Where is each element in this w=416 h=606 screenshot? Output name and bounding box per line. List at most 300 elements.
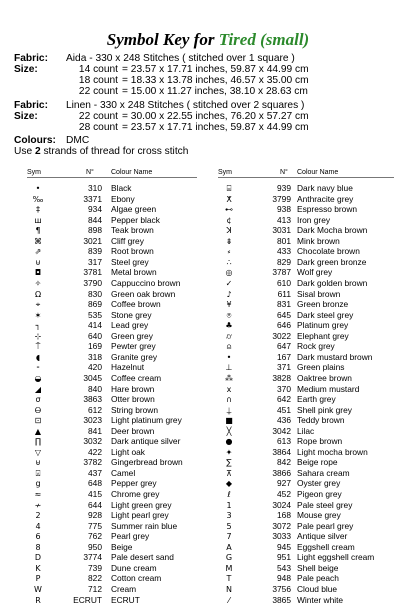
colour-name: Light green grey [111,499,172,510]
colour-symbol: ✧ [34,278,42,288]
aida-size-row [14,86,308,97]
dmc-number: 610 [277,277,291,288]
colour-name: Sisal brown [297,288,341,299]
colour-name: Green oak brown [111,288,176,299]
colour-symbol: ℓ [227,490,231,499]
colour-symbol: • [226,352,232,362]
dmc-number: 640 [88,330,102,341]
colour-symbol: ⌭ [226,331,232,341]
colour-symbol: ∑ [226,458,232,468]
colour-row [0,257,416,268]
size-count: 18 count [78,75,118,86]
colour-row [0,352,416,363]
colour-symbol: ⇟ [225,236,233,246]
dmc-number: 3781 [83,267,102,278]
dmc-number: 927 [277,478,291,489]
dmc-number: 3774 [83,552,102,563]
colour-name: Metal brown [111,267,157,278]
colour-row [0,267,416,278]
colour-name: Algae green [111,204,157,215]
colour-row [0,563,416,574]
colour-name: Anthracite grey [297,193,354,204]
colour-name: Green bronze [297,299,349,310]
dmc-number: 644 [88,499,102,510]
colour-row [0,320,416,331]
dmc-number: 167 [277,351,291,362]
colour-row [0,531,416,542]
dmc-number: 612 [88,404,102,415]
colour-name: Cappuccino brown [111,277,181,288]
colour-name: Light mocha brown [297,446,368,457]
colour-symbol: ꓘ [226,226,232,236]
dmc-number: 839 [88,246,102,257]
colour-symbol: D [34,553,42,563]
dmc-number: 420 [88,362,102,373]
colour-name: Hazelnut [111,362,145,373]
dmc-number: 3022 [272,330,291,341]
colour-row [0,215,416,226]
dmc-number: 3828 [272,372,291,383]
colour-name: Dune cream [111,562,157,573]
colour-symbol: ┐ [35,321,41,331]
dmc-number: 3045 [83,372,102,383]
colour-row [0,246,416,257]
dmc-number: 371 [277,362,291,373]
dmc-number: 370 [277,383,291,394]
colours-label: Colours: [14,135,56,146]
aida-size-row [14,64,309,75]
size-label: Size: [14,111,38,122]
dmc-number: 3787 [272,267,291,278]
colour-name: Dark Mocha brown [297,225,368,236]
colour-symbol: ⌖ [35,300,41,310]
colour-symbol: ⍊ [226,405,232,415]
colour-symbol: ⍓ [35,468,41,478]
colour-symbol: ‰ [32,194,44,204]
dmc-number: 840 [88,383,102,394]
colour-row [0,289,416,300]
colour-row [0,236,416,247]
colour-symbol: g [35,479,41,489]
colour-name: Shell pink grey [297,404,352,415]
colour-name: Pale desert sand [111,552,174,563]
colour-symbol: ✓ [225,278,233,288]
colour-name: Teak brown [111,225,154,236]
dmc-number: 945 [277,541,291,552]
colour-symbol: ⊡ [34,416,42,426]
colour-name: Elephant grey [297,330,349,341]
header-rule [27,177,197,178]
colour-name: Dark mustard brown [297,351,373,362]
dmc-number: 712 [88,583,102,594]
colour-symbol: 8 [35,542,41,552]
colour-symbol: • [35,184,41,193]
colour-symbol: x [226,384,232,394]
colour-name: Espresso brown [297,204,358,215]
colour-name: Antique silver [297,531,348,542]
size-count: 22 count [78,86,118,97]
colour-row [0,584,416,595]
colour-row [0,384,416,395]
linen-size-row [14,111,309,122]
dmc-number: 3072 [272,520,291,531]
dmc-number: 939 [277,183,291,193]
dmc-number: 3865 [272,594,291,605]
dmc-number: 762 [88,531,102,542]
size-dims: = 23.57 x 17.71 inches, 59.87 x 44.99 cm [122,64,309,75]
colour-name: Pale steel grey [297,499,353,510]
dmc-number: 422 [88,446,102,457]
dmc-number: 642 [277,394,291,404]
dmc-number: 437 [88,467,102,478]
colour-name: Lead grey [111,320,149,331]
title-design-name: Tired (small) [218,30,310,49]
dmc-number: 951 [277,552,291,563]
colour-symbol: ш [34,215,42,225]
colour-name: Camel [111,467,136,478]
dmc-number: 543 [277,562,291,573]
colour-name: Dark steel grey [297,309,354,320]
col-head-num: N° [280,169,288,176]
colour-symbol: ⸗ [227,247,231,257]
colour-symbol: ⁄ [228,595,230,605]
dmc-number: 934 [88,204,102,215]
colour-symbol: ⁂ [225,373,233,383]
colour-name: Pigeon grey [297,489,342,499]
fabric-value: Linen - 330 x 248 Stitches ( stitched over 2 squares ) [66,100,305,111]
colour-row [0,394,416,405]
col-head-sym: Sym [27,169,41,176]
dmc-number: 3032 [83,436,102,447]
col-head-num: N° [86,169,94,176]
colour-name: Summer rain blue [111,520,178,531]
colour-row [0,457,416,468]
colour-row [0,478,416,489]
colour-symbol: ⊼ [226,468,232,478]
header-rule [218,177,394,178]
linen-size-row [14,122,309,133]
colour-name: Ebony [111,193,135,204]
colour-symbol: ≁ [34,500,42,510]
colour-row [0,468,416,479]
colour-row [0,194,416,205]
colour-symbol: ✦ [225,447,233,457]
colour-name: Eggshell cream [297,541,355,552]
colour-name: Sahara cream [297,467,350,478]
dmc-number: 898 [88,225,102,236]
colour-name: Pewter grey [111,341,156,352]
colour-name: ECRUT [111,594,140,605]
dmc-number: 869 [88,299,102,310]
dmc-number: 3042 [272,425,291,436]
fabric-label: Fabric: [14,53,48,64]
colour-symbol: ⊷ [225,205,233,215]
dmc-number: 3021 [83,235,102,246]
dmc-number: 3799 [272,193,291,204]
colour-row [0,415,416,426]
colour-row [0,373,416,384]
colour-symbol: ◒ [34,373,42,383]
dmc-number: 3031 [272,225,291,236]
colour-name: Green plains [297,362,345,373]
dmc-number: 928 [88,510,102,521]
size-label: Size: [14,64,38,75]
dmc-number: 948 [277,573,291,584]
dmc-number: 169 [88,341,102,352]
colour-symbol: 7 [226,532,232,542]
col-head-name: Colour Name [111,169,153,176]
dmc-number: 739 [88,562,102,573]
colour-row [0,510,416,521]
dmc-number: 3864 [272,446,291,457]
strand-count: 2 [34,146,41,157]
dmc-number: 647 [277,341,291,352]
colour-name: Rope brown [297,436,343,447]
dmc-number: 415 [88,489,102,499]
colour-name: Beige [111,541,133,552]
colour-symbol: ◖ [35,352,41,362]
colour-symbol: ¶ [35,226,41,236]
size-dims: = 30.00 x 22.55 inches, 76.20 x 57.27 cm [122,111,309,122]
colour-name: Light pearl grey [111,510,169,521]
colour-symbol: ╳ [226,426,232,436]
colour-name: Platinum grey [297,320,349,331]
colour-row [0,341,416,352]
fabric-value: Aida - 330 x 248 Stitches ( stitched over 1 square ) [66,53,295,64]
colour-row [0,436,416,447]
colour-name: Beige rope [297,457,338,468]
colour-symbol: 5 [226,521,232,531]
col-head-sym: Sym [218,169,232,176]
dmc-number: 938 [277,204,291,215]
colour-name: Light platinum grey [111,415,182,426]
dmc-number: 3024 [272,499,291,510]
colour-symbol: ⍑ [35,342,41,352]
colour-name: Lilac [297,425,315,436]
dmc-number: 3866 [272,467,291,478]
colour-row [0,331,416,342]
colour-symbol: ⌘ [34,236,42,246]
colour-symbol: ⌸ [226,184,232,193]
strands-instruction: Use 2 strands of thread for cross stitch [14,146,189,157]
colour-name: Deer brown [111,425,155,436]
colour-name: Mink brown [297,235,340,246]
colour-row [0,299,416,310]
colour-symbol: T [226,574,232,584]
colour-symbol: R [35,595,41,605]
dmc-number: 611 [277,288,291,299]
dmc-number: 613 [277,436,291,447]
size-count: 22 count [78,111,118,122]
fabric-aida-line [14,53,295,64]
colour-symbol: 1 [226,500,232,510]
colour-symbol: ≈ [34,490,42,499]
colour-symbol: ▽ [34,447,42,457]
colour-symbol: ◘ [34,268,42,278]
colour-row [0,362,416,373]
colour-name: Green grey [111,330,153,341]
colour-symbol: ■ [225,416,233,426]
fabric-label: Fabric: [14,100,48,111]
colours-line [14,135,89,146]
dmc-number: 842 [277,457,291,468]
dmc-number: 451 [277,404,291,415]
colour-row [0,500,416,511]
colour-row [0,204,416,215]
colour-row [0,183,416,194]
aida-size-row [14,75,309,86]
colour-name: Otter brown [111,394,155,404]
colour-name: Pale peach [297,573,339,584]
colour-symbol: ♣ [225,321,233,331]
dmc-number: 648 [88,478,102,489]
colour-name: Medium mustard [297,383,360,394]
colour-name: Dark navy blue [297,183,353,193]
colour-symbol: ¢ [226,215,232,225]
colour-symbol: N [226,584,232,594]
colour-symbol: σ [35,395,41,404]
size-count: 28 count [78,122,118,133]
colour-name: Chocolate brown [297,246,360,257]
dmc-number: 3790 [83,277,102,288]
colour-name: Stone grey [111,309,152,320]
colour-name: Oaktree brown [297,372,352,383]
dmc-number: 831 [277,299,291,310]
colour-name: Light eggshell cream [297,552,375,563]
colour-symbol: ▲ [34,426,42,436]
colour-symbol: ♪ [226,289,232,299]
colour-symbol: K [35,563,41,573]
dmc-number: 452 [277,489,291,499]
colour-symbol: ∏ [34,437,42,447]
colour-name: Mouse grey [297,510,341,521]
dmc-number: 775 [88,520,102,531]
size-dims: = 23.57 x 17.71 inches, 59.87 x 44.99 cm [122,122,309,133]
colour-symbol: ⊥ [225,363,233,373]
colour-symbol: 2 [35,511,41,521]
colour-name: Black [111,183,132,193]
dmc-number: 413 [277,214,291,225]
dmc-number: 645 [277,309,291,320]
col-head-name: Colour Name [297,169,339,176]
dmc-number: 168 [277,510,291,521]
dmc-number: 535 [88,309,102,320]
colour-symbol: ◆ [225,479,233,489]
dmc-number: 844 [88,214,102,225]
colour-name: Granite grey [111,351,158,362]
dmc-number: ECRUT [73,594,102,605]
colour-row [0,310,416,321]
dmc-number: 3756 [272,583,291,594]
colour-name: Cream [111,583,137,594]
colour-symbol: ● [225,437,233,447]
colour-name: Pale pearl grey [297,520,354,531]
colour-symbol: M [225,563,233,573]
colour-name: Cliff grey [111,235,144,246]
colour-name: Cotton cream [111,573,162,584]
colour-name: Root brown [111,246,154,257]
colour-row [0,521,416,532]
colour-symbol: Ꮎ [34,405,42,415]
colour-name: Dark green bronze [297,256,367,267]
colour-symbol: ‡ [36,205,40,215]
colour-symbol: ◢ [34,384,42,394]
fabric-linen-line [14,100,304,111]
colour-symbol: ∩ [226,395,232,404]
colour-symbol: ⊹ [34,331,42,341]
dmc-number: 829 [277,256,291,267]
size-dims: = 18.33 x 13.78 inches, 46.57 x 35.00 cm [122,75,309,86]
colour-row [0,595,416,606]
colour-row [0,225,416,236]
page-title [0,30,416,50]
dmc-number: 436 [277,415,291,426]
dmc-number: 822 [88,573,102,584]
colour-name: Iron grey [297,214,331,225]
size-count: 14 count [78,64,118,75]
colour-symbol: ⁃ [36,363,40,373]
dmc-number: 310 [88,183,102,193]
colour-name: Earth grey [297,394,336,404]
colour-name: Light oak [111,446,145,457]
colour-symbol: ∴ [226,257,232,267]
colour-symbol: ✶ [34,310,42,320]
colour-symbol: 4 [35,521,41,531]
colour-row [0,573,416,584]
colour-name: String brown [111,404,159,415]
colour-row [0,542,416,553]
dmc-number: 414 [88,320,102,331]
colour-symbol: ¥ [226,300,232,310]
colour-name: Cloud blue [297,583,338,594]
dmc-number: 830 [88,288,102,299]
dmc-number: 950 [88,541,102,552]
colour-row [0,405,416,416]
colour-symbol: ⊍ [35,257,41,267]
colour-name: Dark antique silver [111,436,181,447]
colour-name: Oyster grey [297,478,341,489]
colour-symbol: W [34,584,42,594]
colour-symbol: ⍝ [226,342,232,352]
size-dims: = 15.00 x 11.27 inches, 38.10 x 28.63 cm [122,86,308,97]
colour-symbol: ⇗ [34,247,42,257]
colour-symbol: 6 [35,532,41,542]
colour-name: Pearl grey [111,531,150,542]
colour-row [0,447,416,458]
colour-name: Steel grey [111,256,149,267]
colour-symbol: A [226,542,232,552]
colour-symbol: 3 [226,511,232,521]
dmc-number: 646 [277,320,291,331]
dmc-number: 3782 [83,457,102,468]
colour-name: Shell beige [297,562,339,573]
colour-symbol: ◎ [225,268,233,278]
colour-symbol: ⵅ [226,194,232,204]
colours-value: DMC [66,135,90,146]
colour-name: Gingerbread brown [111,457,183,468]
colour-name: Dark golden brown [297,277,368,288]
colour-row [0,278,416,289]
dmc-number: 318 [88,351,102,362]
colour-symbol: Ω [34,289,42,299]
colour-symbol: G [225,553,233,563]
colour-symbol: P [35,574,41,584]
dmc-number: 433 [277,246,291,257]
dmc-number: 3033 [272,531,291,542]
colour-name: Pepper black [111,214,160,225]
dmc-number: 3023 [83,415,102,426]
dmc-number: 801 [277,235,291,246]
